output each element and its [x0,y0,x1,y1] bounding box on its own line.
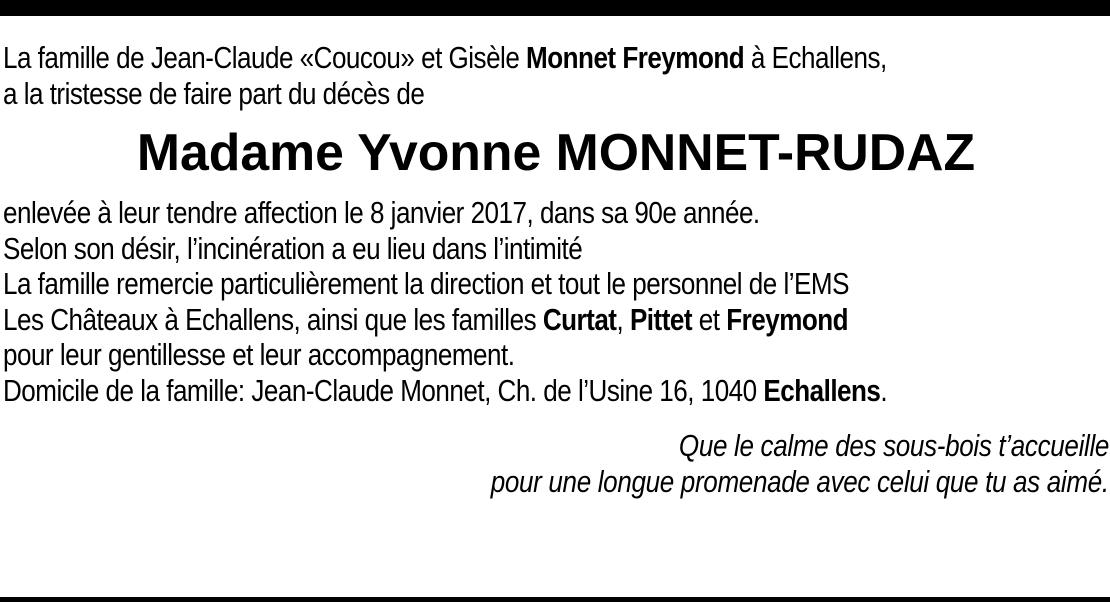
body-line-4 [3,302,1109,338]
address-text: Domicile de la famille: Jean-Claude Monnet, Ch. de l’Usine 16, 1040 [3,372,764,408]
body-line-5: pour leur gentillesse et leur accompagnement. [3,337,515,372]
family-pittet: Pittet [629,301,693,337]
thanks-text: Les Châteaux à Echallens, ainsi que les familles [3,301,543,337]
quote-line-1: Que le calme des sous-bois t’accueille [678,428,1109,463]
intro-line-2: a la tristesse de faire part du décès de [3,75,425,111]
intro-place: à Echallens, [744,40,887,75]
top-rule [0,0,1110,16]
intro-line-1 [3,40,1109,76]
bottom-rule [0,597,1110,602]
intro-text: La famille de Jean-Claude «Coucou» et Gisèle [3,40,527,75]
address-period: . [880,372,888,408]
body-line-2: Selon son désir, l’incinération a eu lieu dans l’intimité [3,230,583,266]
deceased-name: Madame Yvonne MONNET-RUDAZ [136,124,976,182]
body-line-3: La famille remercie particulièrement la direction et tout le personnel de l’EMS [3,266,849,301]
quote-line-2: pour une longue promenade avec celui que tu as aimé. [490,464,1109,499]
separator: , [616,301,630,337]
address-town: Echallens [763,372,881,408]
family-name: Monnet Freymond [526,40,745,75]
body-line-6 [3,373,1109,409]
obituary-notice [3,40,1109,500]
closing-quote [3,428,1109,500]
family-curtat: Curtat [542,301,617,337]
conjunction: et [692,301,727,337]
body-line-1: enlevée à leur tendre affection le 8 janvier 2017, dans sa 90e année. [3,195,760,230]
family-freymond: Freymond [726,301,849,337]
